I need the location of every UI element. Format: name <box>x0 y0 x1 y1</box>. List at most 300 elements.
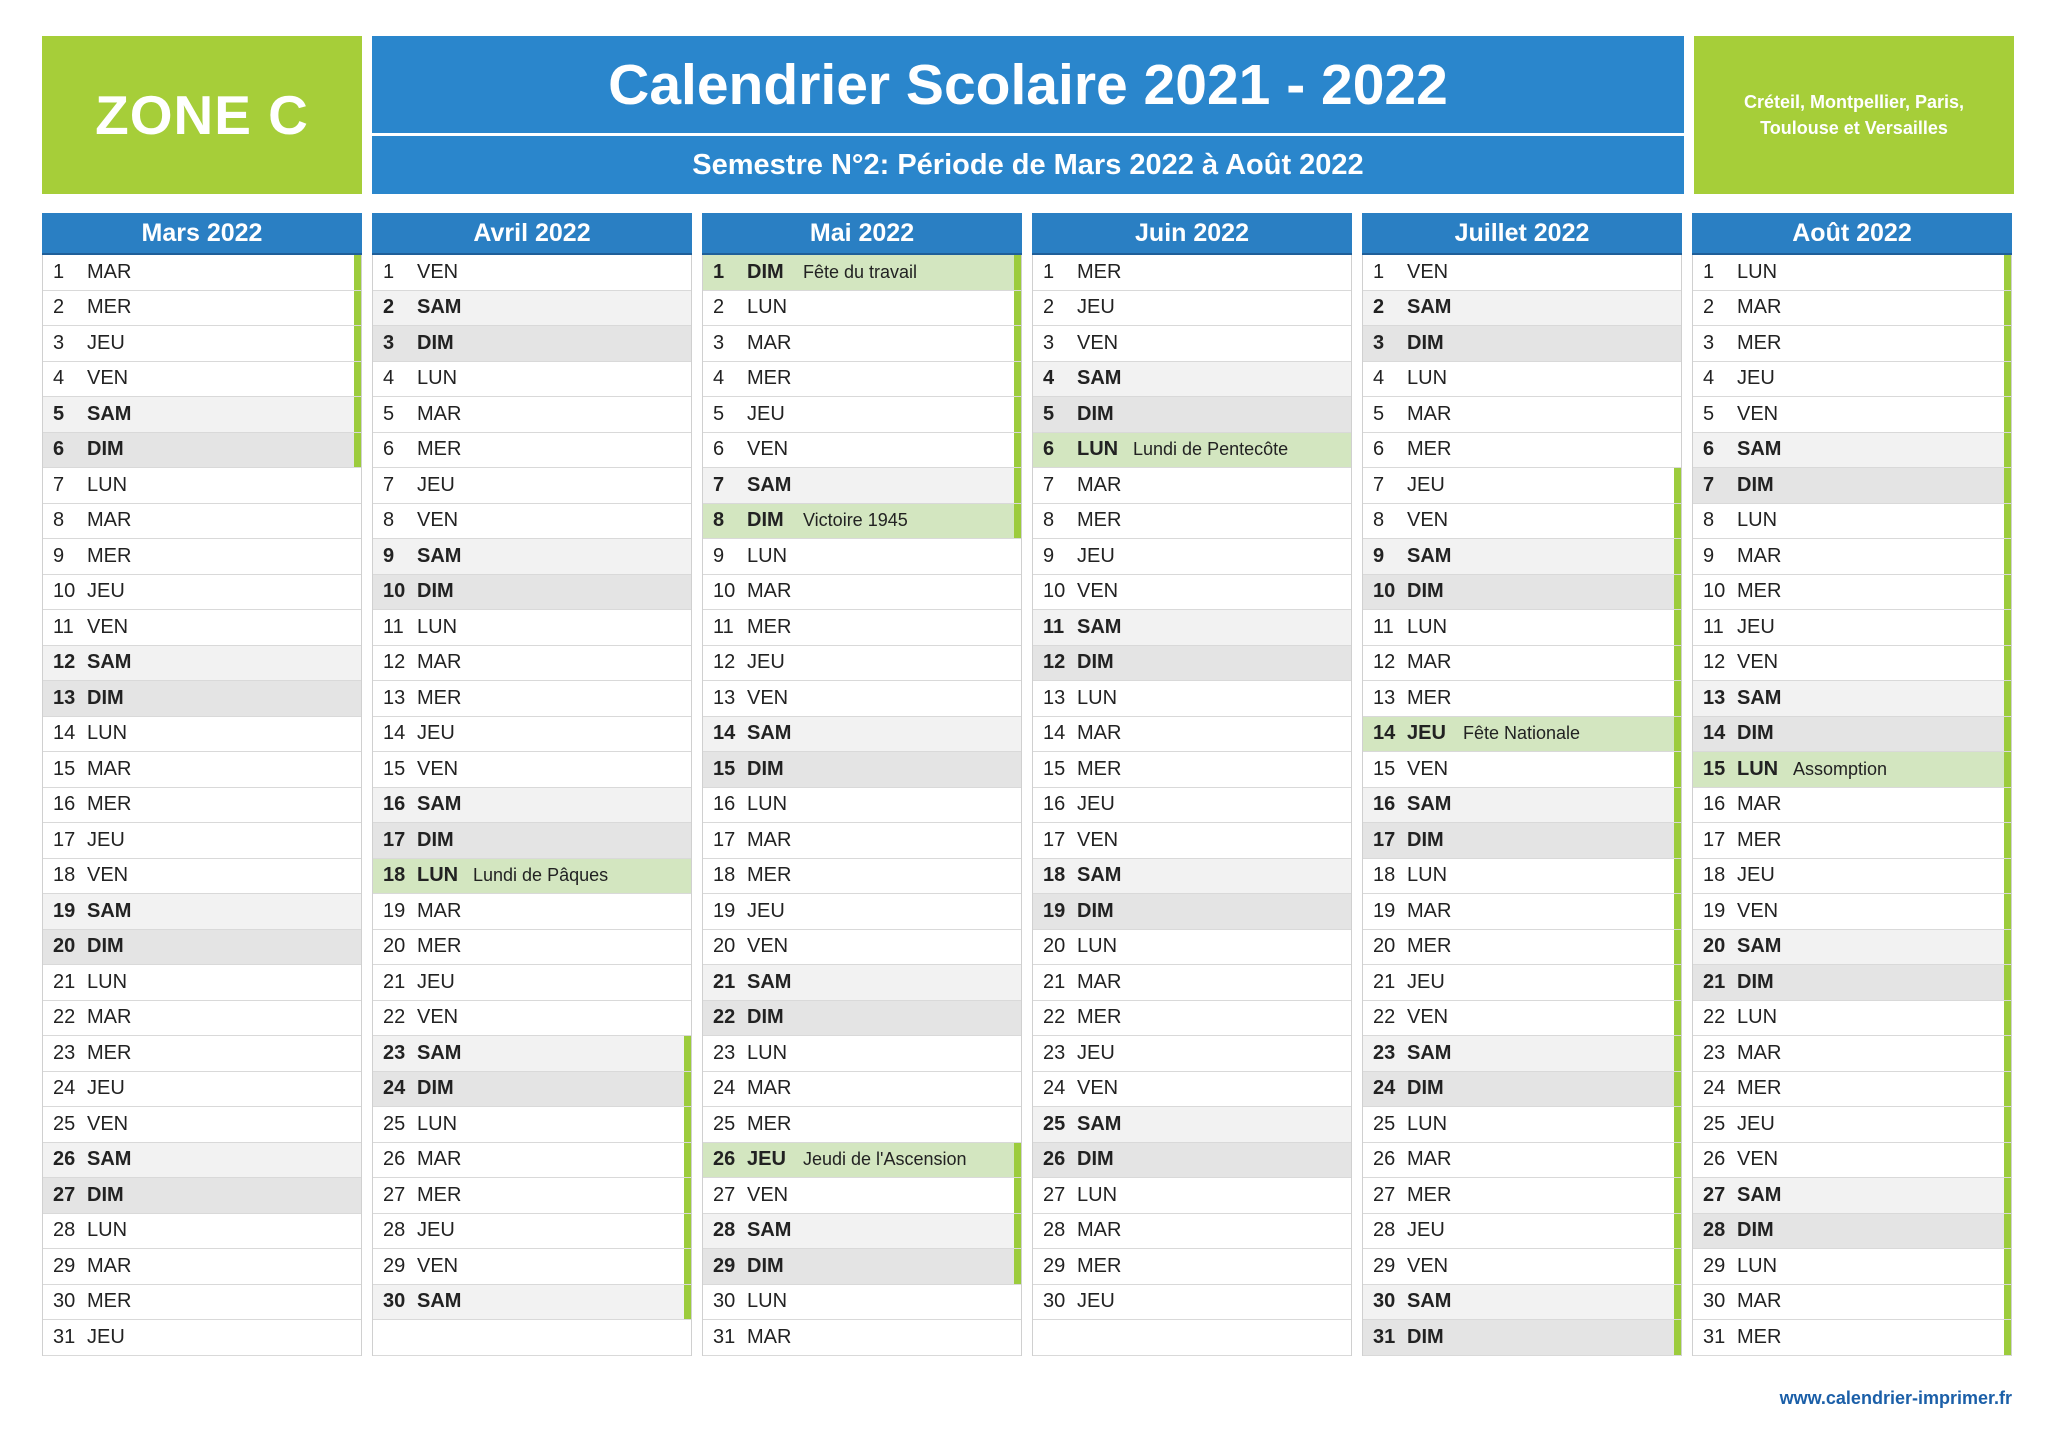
day-number: 25 <box>1703 1112 1726 1135</box>
day-number: 11 <box>53 615 74 638</box>
day-number: 25 <box>713 1112 736 1135</box>
day-row <box>43 1320 361 1356</box>
day-of-week: MAR <box>1737 544 1782 567</box>
day-number: 12 <box>53 651 76 674</box>
day-of-week: SAM <box>1407 544 1452 567</box>
day-of-week: SAM <box>417 544 462 567</box>
day-of-week: VEN <box>1077 331 1119 354</box>
day-number: 19 <box>1373 899 1396 922</box>
day-of-week: LUN <box>1737 757 1779 780</box>
day-row <box>373 823 691 859</box>
day-row <box>703 894 1021 930</box>
day-of-week: MER <box>1077 757 1122 780</box>
day-number: 17 <box>1703 828 1726 851</box>
day-number: 21 <box>1043 970 1066 993</box>
day-of-week: JEU <box>87 580 125 603</box>
day-row <box>373 1249 691 1285</box>
day-number: 14 <box>713 722 736 745</box>
day-number: 6 <box>1043 438 1055 461</box>
day-of-week: JEU <box>417 473 455 496</box>
day-of-week: MAR <box>87 509 132 532</box>
day-of-week: VEN <box>1077 580 1119 603</box>
day-number: 15 <box>1373 757 1396 780</box>
day-of-week: MAR <box>1407 899 1452 922</box>
day-row <box>1363 1320 1681 1356</box>
day-row <box>373 681 691 717</box>
day-number: 4 <box>713 367 725 390</box>
day-number: 23 <box>1373 1041 1396 1064</box>
day-row <box>1363 362 1681 398</box>
month-header: Avril 2022 <box>372 213 692 255</box>
day-row <box>43 1001 361 1037</box>
day-of-week: LUN <box>1077 1183 1118 1206</box>
day-number: 22 <box>1043 1006 1066 1029</box>
day-row <box>43 681 361 717</box>
day-row <box>703 1320 1021 1356</box>
day-of-week: VEN <box>1407 1254 1449 1277</box>
day-number: 27 <box>713 1183 736 1206</box>
day-row <box>703 610 1021 646</box>
day-of-week: MAR <box>1077 722 1122 745</box>
day-of-week: SAM <box>87 651 132 674</box>
day-number: 3 <box>713 331 725 354</box>
day-of-week: JEU <box>747 651 785 674</box>
day-number: 2 <box>383 296 395 319</box>
day-number: 14 <box>53 722 76 745</box>
day-row <box>1693 681 2011 717</box>
day-row <box>1033 362 1351 398</box>
day-number: 10 <box>713 580 736 603</box>
day-of-week: LUN <box>87 722 128 745</box>
day-row <box>1363 788 1681 824</box>
day-of-week: JEU <box>417 722 455 745</box>
day-row <box>1693 1320 2011 1356</box>
day-row <box>1363 397 1681 433</box>
day-row <box>703 717 1021 753</box>
day-row <box>373 1036 691 1072</box>
holiday-row <box>373 859 691 895</box>
day-number: 12 <box>1043 651 1066 674</box>
day-row <box>1033 823 1351 859</box>
day-row <box>1693 1214 2011 1250</box>
day-row <box>1363 646 1681 682</box>
day-of-week: DIM <box>87 1183 124 1206</box>
day-row <box>1693 1285 2011 1321</box>
day-row <box>1033 1249 1351 1285</box>
day-number: 3 <box>1043 331 1055 354</box>
day-of-week: MAR <box>87 757 132 780</box>
day-number: 27 <box>1703 1183 1726 1206</box>
day-row <box>1033 326 1351 362</box>
day-number: 6 <box>1703 438 1715 461</box>
day-of-week: MER <box>87 1041 132 1064</box>
day-of-week: JEU <box>1407 722 1446 745</box>
day-of-week: DIM <box>747 509 784 532</box>
day-of-week: DIM <box>1407 331 1444 354</box>
day-number: 22 <box>383 1006 406 1029</box>
day-row <box>1693 1107 2011 1143</box>
day-number: 22 <box>1703 1006 1726 1029</box>
day-of-week: LUN <box>417 864 459 887</box>
day-row <box>1033 255 1351 291</box>
day-number: 2 <box>53 296 65 319</box>
day-of-week: DIM <box>1737 970 1774 993</box>
day-row <box>1693 468 2011 504</box>
day-row <box>1693 646 2011 682</box>
day-row <box>43 291 361 327</box>
day-number: 26 <box>1703 1148 1726 1171</box>
day-of-week: JEU <box>87 331 125 354</box>
day-of-week: SAM <box>1407 296 1452 319</box>
day-number: 18 <box>383 864 406 887</box>
day-of-week: MER <box>1407 935 1452 958</box>
day-number: 13 <box>383 686 406 709</box>
day-row <box>373 255 691 291</box>
day-number: 28 <box>1043 1219 1066 1242</box>
day-of-week: VEN <box>747 1183 789 1206</box>
day-number: 13 <box>1043 686 1066 709</box>
day-row <box>1363 1107 1681 1143</box>
day-of-week: MAR <box>1077 970 1122 993</box>
day-number: 15 <box>1043 757 1066 780</box>
day-number: 25 <box>53 1112 76 1135</box>
day-number: 18 <box>1703 864 1726 887</box>
day-number: 12 <box>1703 651 1726 674</box>
day-row <box>703 752 1021 788</box>
day-row <box>373 788 691 824</box>
day-row <box>1363 291 1681 327</box>
day-of-week: JEU <box>1737 1112 1775 1135</box>
day-of-week: JEU <box>1737 864 1775 887</box>
day-row <box>1693 575 2011 611</box>
day-row <box>1693 894 2011 930</box>
day-of-week: DIM <box>1407 580 1444 603</box>
day-number: 16 <box>53 793 76 816</box>
day-number: 18 <box>53 864 76 887</box>
day-row <box>703 823 1021 859</box>
day-row <box>703 859 1021 895</box>
day-number: 8 <box>53 509 65 532</box>
day-number: 15 <box>53 757 76 780</box>
day-number: 29 <box>53 1254 76 1277</box>
day-of-week: DIM <box>1737 722 1774 745</box>
day-list <box>42 255 362 1356</box>
day-number: 28 <box>383 1219 406 1242</box>
day-of-week: MAR <box>1737 1290 1782 1313</box>
day-number: 7 <box>713 473 725 496</box>
day-row <box>1363 1001 1681 1037</box>
day-of-week: VEN <box>87 615 129 638</box>
day-row <box>1693 788 2011 824</box>
day-number: 19 <box>1043 899 1066 922</box>
day-row <box>1033 752 1351 788</box>
day-number: 27 <box>53 1183 76 1206</box>
day-number: 30 <box>53 1290 76 1313</box>
day-of-week: JEU <box>1077 296 1115 319</box>
day-row <box>43 1178 361 1214</box>
day-row <box>1033 1143 1351 1179</box>
day-number: 9 <box>1703 544 1715 567</box>
day-row <box>703 1107 1021 1143</box>
day-of-week: MAR <box>747 828 792 851</box>
day-of-week: JEU <box>87 828 125 851</box>
day-row <box>1363 433 1681 469</box>
day-number: 24 <box>383 1077 406 1100</box>
day-number: 26 <box>1043 1148 1066 1171</box>
day-row <box>1033 717 1351 753</box>
day-number: 20 <box>1373 935 1396 958</box>
day-of-week: MAR <box>417 651 462 674</box>
day-of-week: LUN <box>747 1290 788 1313</box>
day-row <box>703 575 1021 611</box>
day-row <box>373 362 691 398</box>
day-row <box>1363 894 1681 930</box>
day-row <box>1363 326 1681 362</box>
day-of-week: VEN <box>1407 509 1449 532</box>
day-row <box>1693 326 2011 362</box>
holiday-row <box>1033 433 1351 469</box>
day-number: 13 <box>1703 686 1726 709</box>
day-of-week: JEU <box>87 1077 125 1100</box>
day-number: 9 <box>713 544 725 567</box>
month-header: Mai 2022 <box>702 213 1022 255</box>
day-of-week: LUN <box>1077 935 1118 958</box>
day-of-week: JEU <box>1407 473 1445 496</box>
day-number: 26 <box>713 1148 736 1171</box>
day-row <box>1693 930 2011 966</box>
day-of-week: MAR <box>87 260 132 283</box>
day-of-week: JEU <box>1407 970 1445 993</box>
day-of-week: MER <box>1407 686 1452 709</box>
month-header: Mars 2022 <box>42 213 362 255</box>
day-number: 30 <box>1043 1290 1066 1313</box>
day-row <box>373 1214 691 1250</box>
day-of-week: VEN <box>747 438 789 461</box>
day-of-week: DIM <box>417 580 454 603</box>
day-number: 23 <box>713 1041 736 1064</box>
day-of-week: SAM <box>747 473 792 496</box>
day-of-week: DIM <box>87 686 124 709</box>
day-number: 24 <box>1703 1077 1726 1100</box>
day-row <box>1693 1178 2011 1214</box>
day-of-week: MER <box>1737 331 1782 354</box>
day-of-week: MAR <box>747 1077 792 1100</box>
day-number: 13 <box>1373 686 1396 709</box>
day-of-week: VEN <box>417 1006 459 1029</box>
day-number: 11 <box>713 615 734 638</box>
day-of-week: VEN <box>417 509 459 532</box>
day-of-week: JEU <box>1077 793 1115 816</box>
day-row <box>1033 397 1351 433</box>
day-row <box>1363 1072 1681 1108</box>
day-number: 9 <box>1043 544 1055 567</box>
day-row <box>1363 1214 1681 1250</box>
day-of-week: VEN <box>1737 651 1779 674</box>
day-number: 14 <box>383 722 406 745</box>
day-row <box>373 717 691 753</box>
day-of-week: LUN <box>417 367 458 390</box>
day-number: 6 <box>383 438 395 461</box>
day-number: 19 <box>383 899 406 922</box>
day-row <box>1693 1001 2011 1037</box>
day-number: 8 <box>1043 509 1055 532</box>
day-of-week: VEN <box>1407 1006 1449 1029</box>
day-row <box>703 1036 1021 1072</box>
day-number: 27 <box>383 1183 406 1206</box>
day-of-week: MER <box>87 296 132 319</box>
day-number: 24 <box>1373 1077 1396 1100</box>
day-number: 1 <box>713 260 725 283</box>
holiday-row <box>703 255 1021 291</box>
day-number: 29 <box>713 1254 736 1277</box>
day-number: 7 <box>1373 473 1385 496</box>
day-number: 17 <box>383 828 406 851</box>
day-row <box>373 468 691 504</box>
day-row <box>373 610 691 646</box>
day-number: 31 <box>53 1325 76 1348</box>
day-row <box>1033 1001 1351 1037</box>
cities-box <box>1694 36 2014 194</box>
day-row <box>43 468 361 504</box>
day-of-week: MAR <box>1737 1041 1782 1064</box>
day-of-week: LUN <box>1737 509 1778 532</box>
day-row <box>43 1072 361 1108</box>
day-of-week: VEN <box>87 1112 129 1135</box>
day-row <box>1033 894 1351 930</box>
day-of-week: MER <box>1737 828 1782 851</box>
day-row <box>43 646 361 682</box>
day-number: 4 <box>1043 367 1055 390</box>
day-of-week: DIM <box>1077 651 1114 674</box>
day-number: 17 <box>1373 828 1396 851</box>
day-row <box>703 291 1021 327</box>
day-number: 11 <box>383 615 404 638</box>
holiday-name: Lundi de Pentecôte <box>1133 439 1289 460</box>
day-number: 18 <box>1373 864 1396 887</box>
day-of-week: DIM <box>747 757 784 780</box>
day-row <box>373 752 691 788</box>
day-of-week: SAM <box>87 899 132 922</box>
day-row <box>1363 930 1681 966</box>
day-number: 10 <box>1703 580 1726 603</box>
month-column <box>1362 213 1682 1381</box>
day-row <box>1693 1249 2011 1285</box>
day-number: 28 <box>1373 1219 1396 1242</box>
day-row <box>1693 1072 2011 1108</box>
day-of-week: JEU <box>747 899 785 922</box>
day-row <box>1693 859 2011 895</box>
day-of-week: SAM <box>1407 1290 1452 1313</box>
day-number: 27 <box>1043 1183 1066 1206</box>
day-row <box>1363 1178 1681 1214</box>
day-number: 4 <box>383 367 395 390</box>
day-of-week: VEN <box>1737 899 1779 922</box>
day-number: 29 <box>1373 1254 1396 1277</box>
day-of-week: MAR <box>1737 296 1782 319</box>
day-number: 25 <box>1043 1112 1066 1135</box>
day-of-week: VEN <box>1737 1148 1779 1171</box>
day-of-week: MER <box>417 935 462 958</box>
day-row <box>373 965 691 1001</box>
day-row <box>1693 823 2011 859</box>
day-of-week: MER <box>87 793 132 816</box>
day-row <box>1033 468 1351 504</box>
day-of-week: MER <box>1737 580 1782 603</box>
day-of-week: LUN <box>747 296 788 319</box>
day-of-week: DIM <box>747 260 784 283</box>
day-row <box>1363 504 1681 540</box>
day-row <box>1033 930 1351 966</box>
day-number: 5 <box>1043 402 1055 425</box>
day-row <box>1693 291 2011 327</box>
day-row <box>43 433 361 469</box>
day-row <box>1363 255 1681 291</box>
day-number: 14 <box>1703 722 1726 745</box>
day-of-week: MAR <box>1077 1219 1122 1242</box>
holiday-name: Jeudi de l'Ascension <box>803 1149 967 1170</box>
day-number: 31 <box>1373 1325 1396 1348</box>
holiday-name: Lundi de Pâques <box>473 865 609 886</box>
day-of-week: DIM <box>417 331 454 354</box>
day-number: 1 <box>53 260 65 283</box>
day-number: 20 <box>53 935 76 958</box>
day-row <box>373 1072 691 1108</box>
day-of-week: SAM <box>1737 1183 1782 1206</box>
day-row <box>1033 1285 1351 1321</box>
day-number: 2 <box>1373 296 1385 319</box>
day-row <box>43 539 361 575</box>
day-row <box>703 1072 1021 1108</box>
month-column <box>372 213 692 1381</box>
day-number: 3 <box>1373 331 1385 354</box>
day-number: 28 <box>53 1219 76 1242</box>
day-of-week: MAR <box>747 1325 792 1348</box>
day-of-week: MER <box>87 544 132 567</box>
holiday-row <box>703 1143 1021 1179</box>
day-number: 22 <box>1373 1006 1396 1029</box>
day-row <box>1693 1036 2011 1072</box>
months-grid <box>42 213 2014 1381</box>
day-row <box>1033 1036 1351 1072</box>
month-column <box>1692 213 2012 1381</box>
day-of-week: MER <box>747 367 792 390</box>
day-of-week: SAM <box>1407 1041 1452 1064</box>
day-of-week: LUN <box>1737 260 1778 283</box>
day-of-week: JEU <box>87 1325 125 1348</box>
day-of-week: SAM <box>1737 438 1782 461</box>
day-of-week: LUN <box>1407 1112 1448 1135</box>
day-row <box>1693 1143 2011 1179</box>
day-number: 7 <box>1043 473 1055 496</box>
day-row <box>43 1249 361 1285</box>
day-of-week: LUN <box>1077 686 1118 709</box>
footer-link[interactable]: www.calendrier-imprimer.fr <box>1779 1388 2012 1408</box>
day-number: 25 <box>1373 1112 1396 1135</box>
day-of-week: LUN <box>417 615 458 638</box>
day-number: 6 <box>713 438 725 461</box>
day-number: 16 <box>1043 793 1066 816</box>
day-of-week: SAM <box>1077 1112 1122 1135</box>
day-number: 30 <box>383 1290 406 1313</box>
day-of-week: DIM <box>747 1006 784 1029</box>
holiday-name: Victoire 1945 <box>803 510 908 531</box>
day-number: 28 <box>1703 1219 1726 1242</box>
day-number: 4 <box>1373 367 1385 390</box>
day-of-week: MAR <box>417 402 462 425</box>
day-of-week: LUN <box>1737 1254 1778 1277</box>
day-row <box>1033 965 1351 1001</box>
day-number: 11 <box>1373 615 1394 638</box>
